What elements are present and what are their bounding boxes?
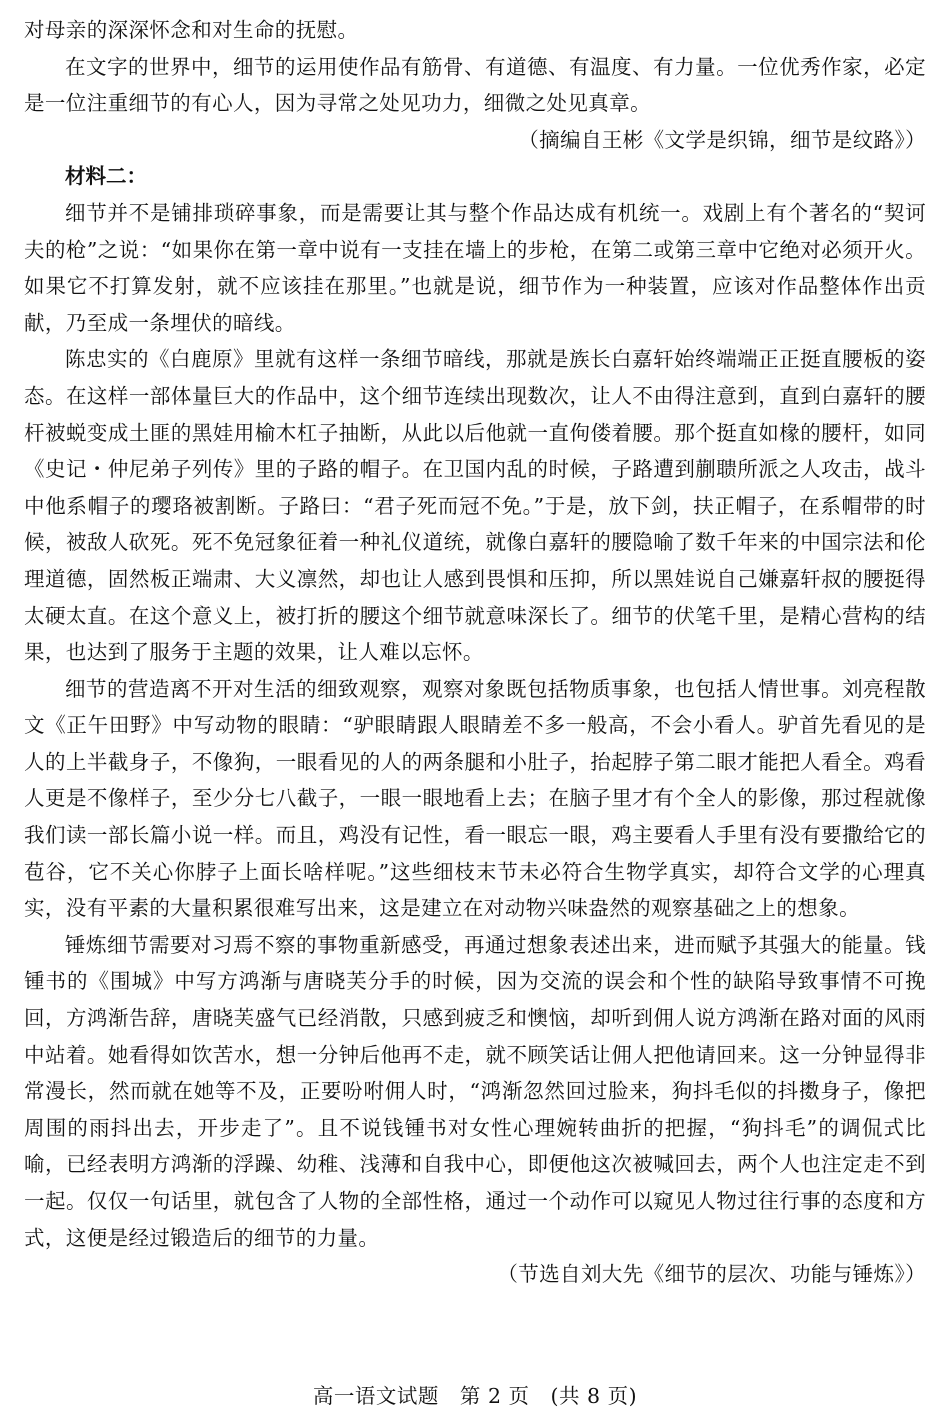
paragraph-continuation: 对母亲的深深怀念和对生命的抚慰。 [24,18,359,42]
paragraph: 细节的营造离不开对生活的细致观察，观察对象既包括物质事象，也包括人情世事。刘亮程散文《正午田野》中写动物的眼睛：“驴眼睛跟人眼睛差不多一般高，不会小看人。驴首先看见的是人的上半截身子，不像狗，一眼看见的人的两条腿和小肚子，抬起脖子第二眼才能把人看全。鸡看人更是不像样子，至少分七八截子，一眼一眼地看上去；在脑子里才有个全人的影像，那过程就像我们读一部长篇小说一样。而且，鸡没有记性，看一眼忘一眼，鸡主要看人手里有没有要撒给它的苞谷，它不关心你脖子上面长啥样呢。”这些细枝末节未必符合生物学真实，却符合文学的心理真实，没有平素的大量积累很难写出来，这是建立在对动物兴味盎然的观察基础之上的想象。 [24,676,926,921]
paragraph: 锤炼细节需要对习焉不察的事物重新感受，再通过想象表述出来，进而赋予其强大的能量。钱锺书的《围城》中写方鸿渐与唐晓芙分手的时候，因为交流的误会和个性的缺陷导致事情不可挽回，方鸿渐告辞，唐晓芙盛气已经消散，只感到疲乏和懊恼，却听到佣人说方鸿渐在路对面的风雨中站着。她看得如饮苦水，想一分钟后他再不走，就不顾笑话让佣人把他请回来。这一分钟显得非常漫长，然而就在她等不及，正要吩咐佣人时，“鸿渐忽然回过脸来，狗抖毛似的抖擞身子，像把周围的雨抖出去，开步走了”。且不说钱锺书对女性心理婉转曲折的把握，“狗抖毛”的调侃式比喻，已经表明方鸿渐的浮躁、幼稚、浅薄和自我中心，即便他这次被喊回去，两个人也注定走不到一起。仅仅一句话里，就包含了人物的全部性格，通过一个动作可以窥见人物过往行事的态度和方式，这便是经过锻造后的细节的力量。 [24,932,926,1250]
paragraph: 陈忠实的《白鹿原》里就有这样一条细节暗线，那就是族长白嘉轩始终端端正正挺直腰板的姿态。在这样一部体量巨大的作品中，这个细节连续出现数次，让人不由得注意到，直到白嘉轩的腰杆被蜕变成土匪的黑娃用榆木杠子抽断，从此以后他就一直佝偻着腰。那个挺直如椽的腰杆，如同《史记・仲尼弟子列传》里的子路的帽子。在卫国内乱的时候，子路遭到蒯聩所派之人攻击，战斗中他系帽子的璎珞被割断。子路曰：“君子死而冠不免。”于是，放下剑，扶正帽子，在系帽带的时候，被敌人砍死。死不免冠象征着一种礼仪道统，就像白嘉轩的腰隐喻了数千年来的中国宗法和伦理道德，固然板正端肃、大义凛然，却也让人感到畏惧和压抑，所以黑娃说自己嫌嘉轩叔的腰挺得太硬太直。在这个意义上，被打折的腰这个细节就意味深长了。细节的伏笔千里，是精心营构的结果，也达到了服务于主题的效果，让人难以忘怀。 [24,347,926,665]
document-page [24,12,926,1293]
paragraph: 细节并不是铺排琐碎事象，而是需要让其与整个作品达成有机统一。戏剧上有个著名的“契诃夫的枪”之说：“如果你在第一章中说有一支挂在墙上的步枪，在第二或第三章中它绝对必须开火。如果它不打算发射，就不应该挂在那里。”也就是说，细节作为一种装置，应该对作品整体作出贡献，乃至成一条埋伏的暗线。 [24,200,926,335]
page-footer: 高一语文试题 第 2 页 (共 8 页) [312,1384,638,1408]
paragraph: 在文字的世界中，细节的运用使作品有筋骨、有道德、有温度、有力量。一位优秀作家，必定是一位注重细节的有心人，因为寻常之处见功力，细微之处见真章。 [24,54,926,116]
section-heading: 材料二： [65,164,147,189]
source-citation: （节选自刘大先《细节的层次、功能与锤炼》） [497,1262,926,1287]
source-citation: （摘编自王彬《文学是织锦，细节是纹路》） [518,127,926,152]
